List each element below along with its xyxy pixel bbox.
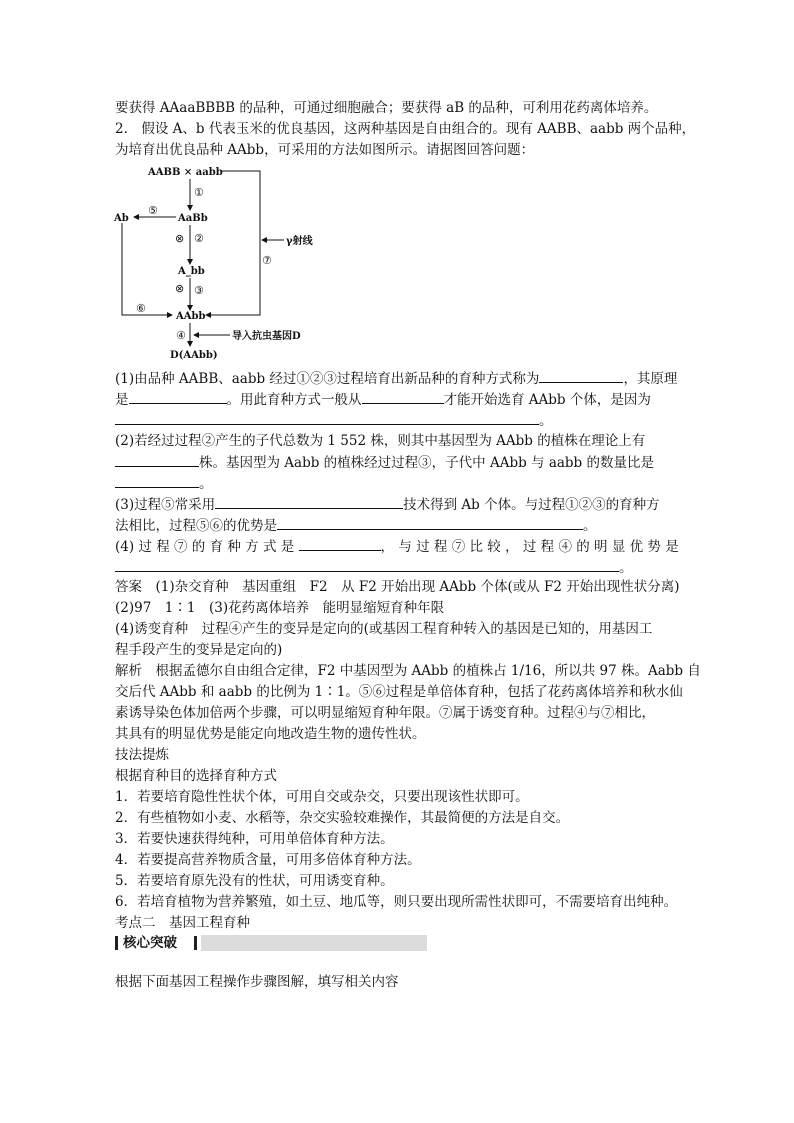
tip-item: 5．若要培育原先没有的性状，可用诱变育种。 — [115, 873, 394, 889]
step-4-label: ④ — [176, 329, 186, 342]
answer-blank — [115, 452, 199, 467]
gene-label: 导入抗虫基因D — [232, 331, 301, 342]
explanation-line: 交后代 AAbb 和 aabb 的比例为 1∶1。⑤⑥过程是单倍体育种，包括了花药离体培养和秋水仙 — [115, 684, 683, 700]
answer-blank — [129, 389, 227, 404]
tip-item: 1．若要培育隐性性状个体，可用自交或杂交，只要出现该性状即可。 — [115, 789, 529, 805]
aabb-target-label: AAbb — [176, 311, 206, 322]
answer-line: 答案 (1)杂交育种 基因重组 F2 从 F2 开始出现 AAbb 个体(或从 F2 开始出现性状分离) — [115, 579, 680, 595]
question-2-intro: 2． 假设 A、b 代表玉米的优良基因，这两种基因是自由组合的。现有 AABB、aabb 两个品种， — [115, 121, 696, 137]
explanation-line: 解析 根据孟德尔自由组合定律，F2 中基因型为 AAbb 的植株占 1/16，所以共 97 株。Aabb 自 — [115, 663, 701, 679]
process-7-line — [206, 171, 260, 315]
d-aabb-label: D(AAbb) — [170, 350, 218, 361]
answer-blank — [362, 389, 444, 404]
answer-blank — [115, 473, 199, 488]
question-1-cont: 是 。用此育种方式一般从 才能开始选育 AAbb 个体，是因为 — [115, 389, 651, 410]
question-2-intro-cont: 为培育出优良品种 AAbb，可采用的方法如图所示。请据图回答问题： — [115, 142, 535, 158]
question-2: (2)若经过过程②产生的子代总数为 1 552 株，则其中基因型为 AAbb 的植株在理论上有 — [115, 433, 646, 449]
text-line: 要获得 AAaaBBBB 的品种，可通过细胞融合；要获得 aB 的品种，可利用花药离体培养。 — [115, 100, 658, 116]
question-2-cont: 株。基因型为 Aabb 的植株经过过程③，子代中 AAbb 与 aabb 的数量比是 — [115, 452, 654, 473]
breeding-diagram — [112, 160, 352, 365]
question-2-cont2: 。 — [115, 473, 213, 494]
section-heading: 考点二 基因工程育种 — [115, 915, 250, 931]
question-1: (1)由品种 AABB、aabb 经过①②③过程培育出新品种的育种方式称为 ，其原理 — [115, 368, 677, 389]
ab-haploid-label: Ab — [114, 213, 129, 224]
tips-title: 技法提炼 — [115, 747, 169, 763]
a-bb-label: A_bb — [178, 266, 205, 277]
step-2-label: ② — [194, 232, 204, 245]
question-1-cont2: 。 — [115, 410, 553, 431]
answer-line: 程手段产生的变异是定向的) — [115, 642, 283, 658]
explanation-line: 其具有的明显优势是能定向地改造生物的遗传性状。 — [115, 726, 426, 742]
answer-line: (2)97 1∶1 (3)花药离体培养 能明显缩短育种年限 — [115, 600, 445, 616]
answer-blank — [215, 494, 403, 509]
step-7-label: ⑦ — [262, 254, 272, 267]
aabb-f1-label: AaBb — [178, 213, 208, 224]
tip-item: 2．有些植物如小麦、水稻等，杂交实验较难操作，其最简便的方法是自交。 — [115, 810, 570, 826]
banner-label: 核心突破 — [123, 935, 177, 951]
core-banner — [115, 935, 427, 951]
tip-item: 4．若要提高营养物质含量，可用多倍体育种方法。 — [115, 852, 421, 868]
step-6-label: ⑥ — [136, 302, 146, 315]
question-3: (3)过程⑤常采用 技术得到 Ab 个体。与过程①②③的育种方 — [115, 494, 660, 515]
answer-blank — [299, 536, 381, 551]
tip-item: 6．若培育植物为营养繁殖，如土豆、地瓜等，则只要出现所需性状即可，不需要培育出纯种。 — [115, 894, 678, 910]
gamma-label: γ射线 — [286, 236, 313, 247]
final-instruction: 根据下面基因工程操作步骤图解，填写相关内容 — [115, 974, 399, 990]
question-4-cont: 。 — [115, 557, 633, 578]
cross-label: AABB × aabb — [148, 167, 223, 178]
explanation-line: 素诱导染色体加倍两个步骤，可以明显缩短育种年限。⑦属于诱变育种。过程④与⑦相比， — [115, 705, 655, 721]
tip-item: 3．若要快速获得纯种，可用单倍体育种方法。 — [115, 831, 394, 847]
answer-line: (4)诱变育种 过程④产生的变异是定向的(或基因工程育种转入的基因是已知的，用基因工 — [115, 621, 653, 637]
step-3-label: ③ — [194, 284, 204, 297]
step-5-label: ⑤ — [148, 204, 158, 217]
banner-bar-right — [194, 936, 197, 950]
answer-blank — [115, 410, 539, 425]
answer-blank — [277, 515, 583, 530]
question-3-cont: 法相比，过程⑤⑥的优势是 。 — [115, 515, 597, 536]
answer-blank — [115, 557, 619, 572]
question-4: (4) 过 程 ⑦ 的 育 种 方 式 是 ， 与 过 程 ⑦ 比 较 ， 过 程 ④ 的 明 显 优 势 是 — [115, 536, 679, 557]
answer-blank — [539, 368, 623, 383]
step-1-label: ① — [194, 186, 204, 199]
self-symbol-2: ⊗ — [175, 282, 185, 295]
banner-bar-left — [115, 936, 118, 950]
self-symbol-1: ⊗ — [175, 232, 185, 245]
process-6-line — [122, 223, 172, 315]
tips-subtitle: 根据育种目的选择育种方式 — [115, 768, 277, 784]
